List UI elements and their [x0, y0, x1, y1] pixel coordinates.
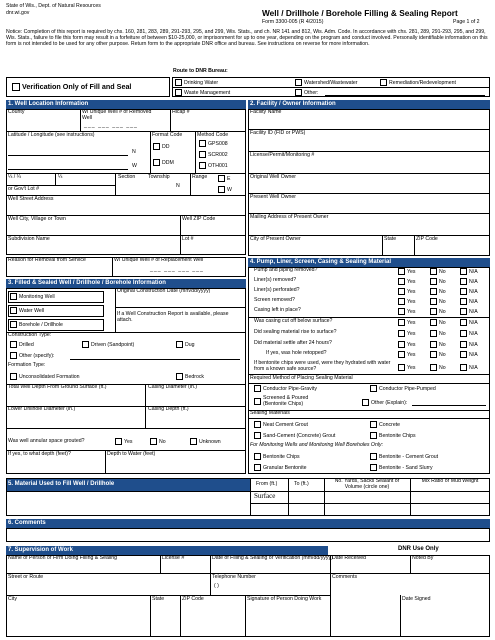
range-west-checkbox[interactable]: [218, 186, 225, 193]
range-label: Range: [192, 174, 208, 180]
question-8-no-checkbox[interactable]: [430, 351, 437, 358]
wi-unique-field[interactable]: ___ ___ ___ ___: [84, 123, 138, 129]
question-6-no[interactable]: No: [430, 330, 446, 338]
latitude-field[interactable]: [8, 155, 128, 156]
county-label: County: [8, 109, 25, 115]
question-8-yes[interactable]: Yes: [398, 351, 415, 359]
form-title: Well / Drillhole / Borehole Filling & Sealing Report: [262, 8, 458, 18]
question-0-no-checkbox[interactable]: [430, 268, 437, 275]
question-8-na-checkbox[interactable]: [460, 351, 467, 358]
question-3-no[interactable]: No: [430, 298, 446, 306]
township-label: Township: [148, 174, 170, 180]
format-dd[interactable]: DD: [153, 143, 170, 151]
question-1-no-checkbox[interactable]: [430, 278, 437, 285]
question-label-4: Casing left in place?: [254, 307, 301, 313]
quarter-quarter-label: ¼ / ¼: [8, 174, 21, 180]
owner-state-label: State: [384, 236, 397, 242]
question-2-na-checkbox[interactable]: [460, 288, 467, 295]
question-9-no-checkbox[interactable]: [430, 364, 437, 371]
verification-checkbox[interactable]: [12, 83, 20, 91]
method-gps[interactable]: GPS008: [199, 140, 228, 148]
question-7-yes-checkbox[interactable]: [398, 341, 405, 348]
annular-label: Was well annular space grouted?: [8, 438, 85, 444]
construction-other-checkbox[interactable]: [10, 352, 17, 359]
question-9-yes[interactable]: Yes: [398, 364, 415, 372]
verification-label: Verification Only of Fill and Seal: [22, 82, 132, 91]
street-route-label: Street or Route: [8, 574, 44, 580]
method-oth[interactable]: OTH001: [199, 162, 228, 170]
formation-bedrock[interactable]: Bedrock: [176, 373, 204, 381]
question-3-no-checkbox[interactable]: [430, 298, 437, 305]
construction-other[interactable]: Other (specify):: [10, 352, 54, 360]
formation-unconsolidated[interactable]: Unconsolidated Formation: [10, 373, 80, 381]
notice-text: Notice: Completion of this report is required by chs. 160, 281, 283, 289, 291-293, 295, and 299, Wis. Stats., and ch. NR 141 and 812, Wis. Adm. Code. In accordance with chs. 281, 289, 291-293, 295, and 299, Wis. Stats., failure to file this form may result in a forfeiture of between $10-25,000, or imprisonment for up to one year, depending on the program and conduct involved. Personally identifiable information on this form is not intended to be used for any other purpose. Return form to the appropriate DNR office and bureau. See instructions on reverse for more information.: [6, 29, 488, 48]
question-4-no[interactable]: No: [430, 308, 446, 316]
owner-zip-label: ZIP Code: [416, 236, 438, 242]
route-waste-management-checkbox[interactable]: [175, 89, 182, 96]
date-filling-label: Date of Filling & Sealing or Verification (mm/dd/yyyy): [212, 555, 333, 561]
mix-ratio-label: Mix Ratio or Mud Weight: [421, 478, 479, 484]
question-6-yes-checkbox[interactable]: [398, 330, 405, 337]
present-owner-label: Present Well Owner: [250, 194, 297, 200]
annular-yes[interactable]: Yes: [115, 438, 132, 446]
telephone-label: Telephone Number: [212, 574, 256, 580]
subdivision-label: Subdivision Name: [8, 236, 50, 242]
dnr-comments-label: Comments: [332, 574, 358, 580]
question-8-yes-checkbox[interactable]: [398, 351, 405, 358]
total-depth-label: Total Well Depth From Ground Surface (ft.): [8, 384, 107, 390]
format-ddm-checkbox[interactable]: [153, 159, 160, 166]
page-number: Page 1 of 2: [453, 19, 480, 25]
annular-no-checkbox[interactable]: [150, 438, 157, 445]
section-2-header: 2. Facility / Owner Information: [248, 100, 490, 109]
construction-driven[interactable]: Driven (Sandpoint): [82, 341, 134, 349]
format-ddm[interactable]: DDM: [153, 159, 174, 167]
route-other-checkbox[interactable]: [295, 89, 302, 96]
route-label: Route to DNR Bureau:: [173, 68, 228, 74]
question-2-no[interactable]: No: [430, 288, 446, 296]
type-water[interactable]: Water Well: [10, 307, 44, 315]
construction-other-field[interactable]: [70, 359, 240, 360]
type-borehole[interactable]: Borehole / Drillhole: [10, 321, 63, 329]
street-address-label: Well Street Address: [8, 196, 54, 202]
formation-type-label: Formation Type:: [8, 362, 46, 368]
verification-box: [6, 77, 170, 97]
range-east[interactable]: E: [218, 175, 230, 183]
method-gravity-checkbox[interactable]: [254, 385, 261, 392]
question-label-1: Liner(s) removed?: [254, 277, 297, 283]
noted-by-label: Noted By: [412, 555, 434, 561]
route-watershed-checkbox[interactable]: [295, 79, 302, 86]
material-sand-cement-checkbox[interactable]: [254, 432, 261, 439]
method-placing-label: Required Method of Placing Sealing Material: [250, 375, 353, 381]
question-label-9: If bentonite chips were used, were they hydrated with water from a known safe source?: [254, 360, 391, 372]
annular-unknown-checkbox[interactable]: [190, 438, 197, 445]
hicap-label: Hicap #: [172, 109, 190, 115]
construction-drilled[interactable]: Drilled: [10, 341, 34, 349]
question-5-yes[interactable]: Yes: [398, 319, 415, 327]
question-1-no[interactable]: No: [430, 278, 446, 286]
casing-diameter-label: Casing Diameter (in.): [148, 384, 198, 390]
question-7-na[interactable]: N/A: [460, 341, 478, 349]
method-oth-checkbox[interactable]: [199, 162, 206, 169]
method-other-field[interactable]: [412, 405, 486, 406]
if-yes-depth-label: If yes, to what depth (feet)?: [8, 451, 71, 457]
type-monitoring-checkbox[interactable]: [10, 293, 17, 300]
section-1-header: 1. Well Location Information: [6, 100, 246, 109]
well-city-label: Well City, Village or Town: [8, 216, 66, 222]
question-1-na[interactable]: N/A: [460, 278, 478, 286]
method-gravity[interactable]: Conductor Pipe-Gravity: [254, 385, 317, 393]
lower-diameter-label: Lower Drillhole Diameter (in.): [8, 406, 76, 412]
replacement-field[interactable]: ___ ___ ___ ___: [150, 267, 204, 273]
gov-lot-label: or Gov't Lot #: [8, 186, 39, 192]
question-8-no[interactable]: No: [430, 351, 446, 359]
route-remediation[interactable]: Remediation/Redevelopment: [380, 79, 456, 87]
original-owner-label: Original Well Owner: [250, 174, 297, 180]
monitoring-bentonite-chips[interactable]: Bentonite Chips: [254, 453, 300, 461]
section-5-header: 5. Material Used to Fill Well / Drillhole: [6, 478, 250, 491]
lot-label: Lot #: [182, 236, 194, 242]
question-6-yes[interactable]: Yes: [398, 330, 415, 338]
question-2-yes-checkbox[interactable]: [398, 288, 405, 295]
replacement-label: WI Unique Well # of Replacement Well: [114, 257, 204, 263]
monitoring-bentonite-sand[interactable]: Bentonite - Sand Slurry: [370, 464, 433, 472]
wi-unique-label: WI Unique Well # of Removed Well: [82, 109, 152, 121]
question-label-0: Pump and piping removed?: [254, 267, 318, 273]
license-number-label: License #: [162, 555, 185, 561]
telephone-field[interactable]: ( ): [214, 583, 219, 589]
method-screened-checkbox[interactable]: [254, 398, 261, 405]
range-west[interactable]: W: [218, 186, 232, 194]
monitoring-bentonite-sand-checkbox[interactable]: [370, 464, 377, 471]
date-received-label: Date Received: [332, 555, 367, 561]
material-bentonite-chips[interactable]: Bentonite Chips: [370, 432, 416, 440]
material-concrete[interactable]: Concrete: [370, 421, 400, 429]
formation-unconsolidated-checkbox[interactable]: [10, 373, 17, 380]
agency-website: dnr.wi.gov: [6, 10, 30, 16]
question-0-yes-checkbox[interactable]: [398, 268, 405, 275]
question-4-yes-checkbox[interactable]: [398, 308, 405, 315]
question-4-no-checkbox[interactable]: [430, 308, 437, 315]
question-1-yes[interactable]: Yes: [398, 278, 415, 286]
method-pumped[interactable]: Conductor Pipe-Pumped: [370, 385, 436, 393]
question-5-yes-checkbox[interactable]: [398, 319, 405, 326]
license-label: License/Permit/Monitoring #: [250, 152, 315, 158]
orig-date-label: Original Construction Date (mm/dd/yyyy): [117, 288, 211, 294]
township-n-label: N: [176, 183, 180, 189]
method-other[interactable]: Other (Explain):: [362, 399, 407, 407]
question-3-na[interactable]: N/A: [460, 298, 478, 306]
route-other[interactable]: Other:: [295, 89, 318, 97]
monitoring-bentonite-cement[interactable]: Bentonite - Cement Grout: [370, 453, 438, 461]
comments-field[interactable]: [6, 528, 490, 542]
question-6-na[interactable]: N/A: [460, 330, 478, 338]
form-number: Form 3300-005 (R 4/2015): [262, 19, 324, 25]
question-0-no[interactable]: No: [430, 268, 446, 276]
construction-dug[interactable]: Dug: [176, 341, 195, 349]
question-4-yes[interactable]: Yes: [398, 308, 415, 316]
route-watershed[interactable]: Watershed/Wastewater: [295, 79, 358, 87]
question-1-yes-checkbox[interactable]: [398, 278, 405, 285]
person-name-label: Name of Person or Firm Doing Filling & Sealing: [8, 555, 117, 561]
monitoring-bentonite-cement-checkbox[interactable]: [370, 453, 377, 460]
method-screened[interactable]: Screened & Poured (Bentonite Chips): [254, 396, 364, 408]
format-dd-checkbox[interactable]: [153, 143, 160, 150]
route-drinking-water[interactable]: Drinking Water: [175, 79, 218, 87]
type-borehole-checkbox[interactable]: [10, 321, 17, 328]
monitoring-only-label: For Monitoring Wells and Monitoring Well Boreholes Only:: [250, 442, 384, 448]
facility-id-label: Facility ID (FID or PWS): [250, 130, 306, 136]
state-label: State: [152, 596, 165, 602]
question-7-yes[interactable]: Yes: [398, 341, 415, 349]
signature-label: Signature of Person Doing Work: [247, 596, 322, 602]
annular-unknown[interactable]: Unknown: [190, 438, 221, 446]
method-pumped-checkbox[interactable]: [370, 385, 377, 392]
sealing-materials-label: Sealing Materials: [250, 410, 290, 416]
question-3-na-checkbox[interactable]: [460, 298, 467, 305]
north-label: N: [132, 149, 136, 155]
question-label-5: Was casing cut off below surface?: [254, 318, 333, 324]
section-3-header: 3. Filled & Sealed Well / Drillhole / Borehole Information: [6, 279, 246, 288]
route-waste-management[interactable]: Waste Management: [175, 89, 230, 97]
question-9-na-checkbox[interactable]: [460, 364, 467, 371]
material-bentonite-chips-checkbox[interactable]: [370, 432, 377, 439]
question-label-7: Did material settle after 24 hours?: [254, 340, 332, 346]
question-3-yes-checkbox[interactable]: [398, 298, 405, 305]
from-label: From (ft.): [256, 481, 278, 487]
section-label: Section: [118, 174, 136, 180]
question-5-no[interactable]: No: [430, 319, 446, 327]
format-code-label: Format Code: [152, 132, 183, 138]
construction-type-label: Construction Type:: [8, 332, 52, 338]
question-7-no[interactable]: No: [430, 341, 446, 349]
agency-name: State of Wis., Dept. of Natural Resources: [6, 3, 101, 9]
question-4-na[interactable]: N/A: [460, 308, 478, 316]
quarter-label: ¼: [58, 174, 63, 180]
well-zip-label: Well ZIP Code: [182, 216, 216, 222]
question-0-na[interactable]: N/A: [460, 268, 478, 276]
owner-city-label: City of Present Owner: [250, 236, 301, 242]
material-neat-cement-checkbox[interactable]: [254, 421, 261, 428]
casing-depth-label: Casing Depth (ft.): [148, 406, 189, 412]
route-drinking-water-checkbox[interactable]: [175, 79, 182, 86]
facility-name-label: Facility Name: [250, 109, 282, 115]
question-5-no-checkbox[interactable]: [430, 319, 437, 326]
date-signed-label: Date Signed: [402, 596, 431, 602]
question-2-no-checkbox[interactable]: [430, 288, 437, 295]
section-4-header: 4. Pump, Liner, Screen, Casing & Sealing Material: [248, 258, 490, 267]
question-6-no-checkbox[interactable]: [430, 330, 437, 337]
depth-to-water-label: Depth to Water (feet): [107, 451, 156, 457]
method-scr[interactable]: SCR002: [199, 151, 228, 159]
type-water-checkbox[interactable]: [10, 307, 17, 314]
construction-driven-checkbox[interactable]: [82, 341, 89, 348]
material-neat-cement[interactable]: Neat Cement Grout: [254, 421, 308, 429]
question-5-na[interactable]: N/A: [460, 319, 478, 327]
type-monitoring[interactable]: Monitoring Well: [10, 293, 55, 301]
question-5-na-checkbox[interactable]: [460, 319, 467, 326]
question-3-yes[interactable]: Yes: [398, 298, 415, 306]
question-9-na[interactable]: N/A: [460, 364, 478, 372]
monitoring-bentonite-chips-checkbox[interactable]: [254, 453, 261, 460]
verification-row[interactable]: [12, 83, 131, 91]
section-7-header: 7. Supervision of Work: [6, 546, 328, 555]
dnr-use-label: DNR Use Only: [398, 546, 439, 552]
annular-no[interactable]: No: [150, 438, 166, 446]
reason-label: Reason for Removal from Service: [8, 257, 86, 263]
method-scr-checkbox[interactable]: [199, 151, 206, 158]
method-other-checkbox[interactable]: [362, 399, 369, 406]
west-label: W: [132, 163, 137, 169]
question-2-na[interactable]: N/A: [460, 288, 478, 296]
question-1-na-checkbox[interactable]: [460, 278, 467, 285]
question-7-no-checkbox[interactable]: [430, 341, 437, 348]
section-6-header: 6. Comments: [6, 519, 490, 528]
question-0-yes[interactable]: Yes: [398, 268, 415, 276]
question-2-yes[interactable]: Yes: [398, 288, 415, 296]
route-other-field[interactable]: [325, 95, 485, 96]
question-label-6: Did sealing material rise to surface?: [254, 329, 337, 335]
question-7-na-checkbox[interactable]: [460, 341, 467, 348]
yards-label: No. Yards, Sacks Sealant or Volume (circle one): [334, 478, 400, 490]
longitude-field[interactable]: [8, 169, 128, 170]
question-0-na-checkbox[interactable]: [460, 268, 467, 275]
material-sand-cement[interactable]: Sand-Cement (Concrete) Grout: [254, 432, 335, 440]
question-label-3: Screen removed?: [254, 297, 295, 303]
question-9-yes-checkbox[interactable]: [398, 364, 405, 371]
monitoring-granular-checkbox[interactable]: [254, 464, 261, 471]
question-6-na-checkbox[interactable]: [460, 330, 467, 337]
to-label: To (ft.): [294, 481, 309, 487]
monitoring-granular[interactable]: Granular Bentonite: [254, 464, 307, 472]
zip-code-label: ZIP Code: [182, 596, 204, 602]
construction-dug-checkbox[interactable]: [176, 341, 183, 348]
question-label-2: Liner(s) perforated?: [254, 287, 300, 293]
method-code-label: Method Code: [197, 132, 229, 138]
question-8-na[interactable]: N/A: [460, 351, 478, 359]
material-concrete-checkbox[interactable]: [370, 421, 377, 428]
annular-yes-checkbox[interactable]: [115, 438, 122, 445]
question-label-8: If yes, was hole retopped?: [266, 350, 327, 356]
formation-bedrock-checkbox[interactable]: [176, 373, 183, 380]
city-label: City: [8, 596, 17, 602]
route-remediation-checkbox[interactable]: [380, 79, 387, 86]
question-9-no[interactable]: No: [430, 364, 446, 372]
range-east-checkbox[interactable]: [218, 175, 225, 182]
construction-drilled-checkbox[interactable]: [10, 341, 17, 348]
surface-label: Surface: [254, 492, 276, 500]
mailing-address-label: Mailing Address of Present Owner: [250, 214, 329, 220]
question-4-na-checkbox[interactable]: [460, 308, 467, 315]
latlong-label: Latitude / Longitude (see instructions): [8, 132, 95, 138]
if-report-label: If a Well Construction Report is available, please attach.: [117, 311, 229, 323]
method-gps-checkbox[interactable]: [199, 140, 206, 147]
